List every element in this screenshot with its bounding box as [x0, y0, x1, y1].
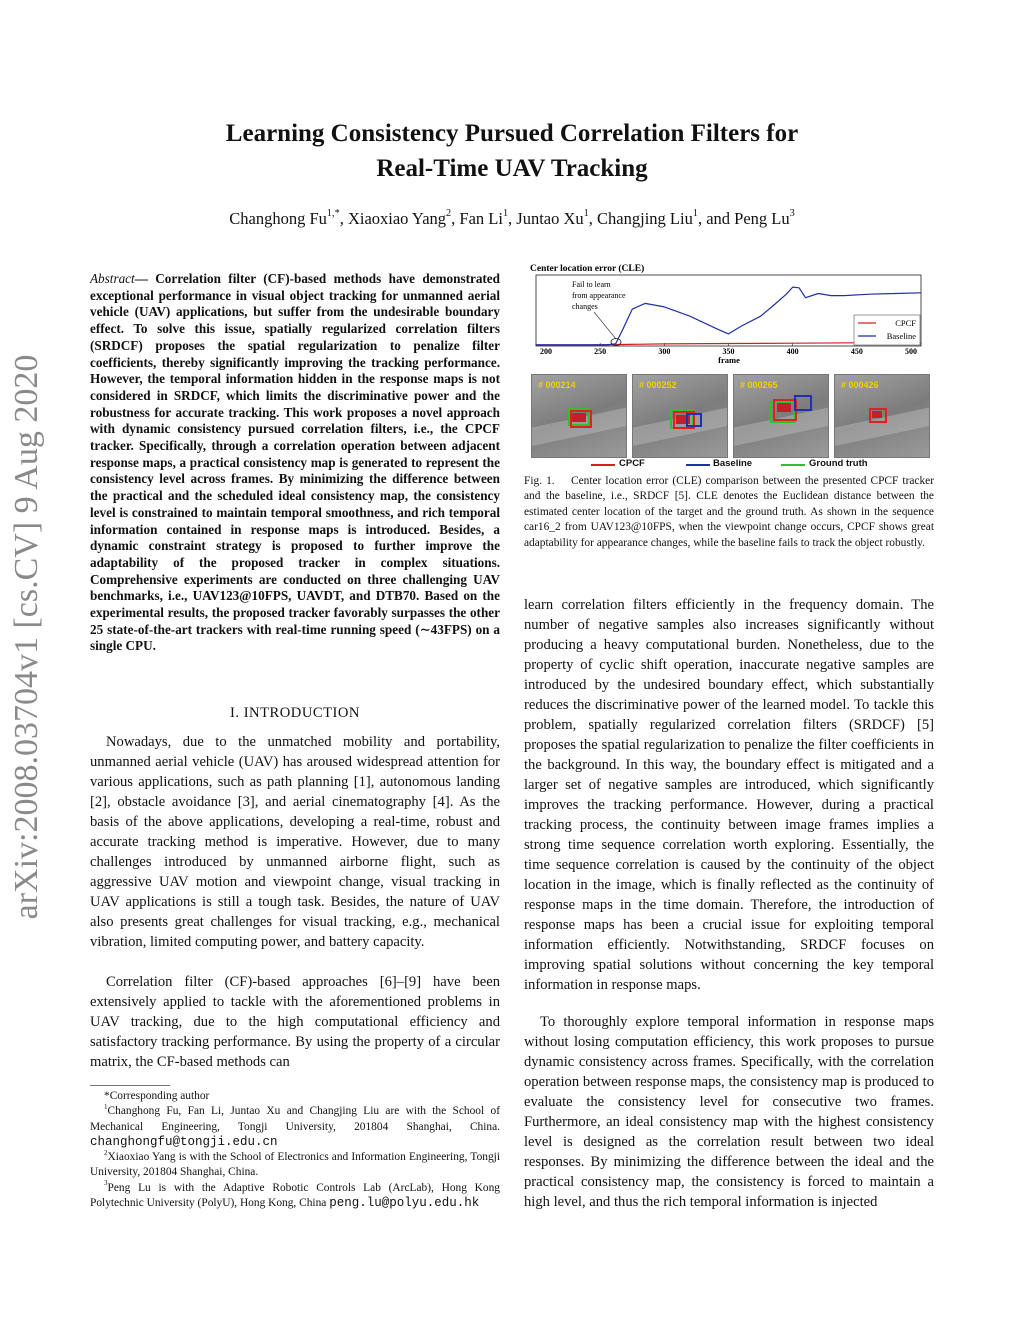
x-tick-label: 500 [905, 347, 917, 356]
frame-thumbnail [531, 374, 627, 458]
annotation-arrow [594, 312, 616, 339]
email-link[interactable]: peng.lu@polyu.edu.hk [329, 1196, 480, 1211]
cpcf-box [570, 410, 592, 428]
author: Juntao Xu$^1$, [516, 208, 598, 228]
author: Xiaoxiao Yang$^2$, [347, 208, 460, 228]
right-paragraph-2: To thoroughly explore temporal information in response maps without losing computation efficiency, this work proposes to pursue dynamic consistency across frames. Specifically, with the correlation operation between response maps, the consistency map is produced to evaluate the consistency level for consecutive two frames. Furthermore, an ideal consistency map with the highest consistency level is designed as the correlation result between two ideal responses. By minimizing the difference between the ideal and the practical consistency map, the consistency is forced to maintain a high level, and thus the rich temporal information is injected [524, 1014, 934, 1210]
x-tick-label: 250 [594, 347, 607, 356]
arxiv-stamp: arXiv:2008.03704v1 [cs.CV] 9 Aug 2020 [8, 354, 45, 920]
author: Fan Li$^1$, [459, 208, 517, 228]
frame-label: # 000265 [740, 380, 778, 390]
chart-annotation [572, 280, 626, 346]
legend-label-cpcf: CPCF [895, 318, 916, 328]
x-tick-label: 400 [786, 347, 799, 356]
footnote-rule [90, 1085, 170, 1086]
annotation-line: Fail to learn [572, 280, 611, 289]
legend-swatch-cpcf [591, 464, 615, 466]
intro-paragraph-1: Nowadays, due to the unmatched mobility and portability, unmanned aerial vehicle (UAV) has aroused widespread attention for various applications, such as path planning [1], autonomous landing [2], obstacle avoidance [3], and aerial cinematography [4]. As the basis of the above applications, developing a real-time, robust and accurate tracking method is imperative. However, due to many challenges introduced by unmanned airborne flight, such as aggressive UAV motion and viewpoint change, visual tracking in UAV applications is still a tough task. Besides, the nature of UAV also presents great challenges for visual tracking, e.g., mechanical vibration, limited computing power, and battery capacity. [90, 734, 500, 950]
annotation-line: changes [572, 302, 598, 311]
abstract-label: Abstract [90, 271, 135, 286]
x-axis-label: frame [718, 355, 740, 365]
legend-label-ground-truth: Ground truth [809, 458, 868, 469]
cpcf-box [869, 408, 887, 423]
author-list [100, 209, 924, 229]
chart-title: Center location error (CLE) [530, 264, 645, 274]
frame-thumbnail [834, 374, 930, 458]
author: Peng Lu$^3$ [734, 208, 795, 228]
footnote-3: $^3$Peng Lu is with the Adaptive Robotic Controls Lab (ArcLab), Hong Kong Polytechnic University (PolyU), Hong Kong, China peng.lu@polyu.edu.hk [90, 1179, 500, 1211]
frame-label: # 000252 [639, 380, 677, 390]
title-line-1: Learning Consistency Pursued Correlation Filters for [225, 120, 799, 147]
x-tick-label: 450 [850, 347, 863, 356]
x-tick-label: 350 [722, 347, 735, 356]
figure-frames [531, 374, 929, 470]
frames-legend [531, 458, 929, 470]
x-tick-label: 200 [540, 347, 552, 356]
frame-label: # 000426 [841, 380, 879, 390]
chart-legend [854, 315, 920, 345]
paper-title [100, 116, 924, 186]
email-link[interactable]: changhongfu@tongji.edu.cn [90, 1134, 278, 1149]
frame-thumbnail [632, 374, 728, 458]
footnote-1: $^1$Changhong Fu, Fan Li, Juntao Xu and Changjing Liu are with the School of Mechanical Engineering, Tongji University, 201804 Shanghai, China. changhongfu@tongji.edu.cn [90, 1102, 500, 1149]
abstract [90, 271, 500, 655]
legend-label-baseline: Baseline [713, 458, 753, 469]
annotation-line: from appearance [572, 291, 626, 300]
legend-swatch-baseline [686, 464, 710, 466]
cle-chart [524, 262, 934, 370]
legend-label-cpcf: CPCF [619, 458, 645, 469]
abstract-dash: — [134, 271, 156, 286]
intro-paragraph-2: Correlation filter (CF)-based approaches [6]–[9] have been extensively applied to tackle with the aforementioned problems in UAV tracking, due to the high computational efficiency and satisfactory tracking performance. By using the property of a circular matrix, the CF-based methods can [90, 974, 500, 1070]
figure-caption [524, 474, 934, 551]
cle-chart-svg [524, 262, 934, 370]
footnote-2: $^2$Xiaoxiao Yang is with the School of Electronics and Information Engineering, Tongji University, 201804 Shanghai, China. [90, 1148, 500, 1179]
title-line-2: Real-Time UAV Tracking [376, 155, 648, 182]
right-paragraph-1: learn correlation filters efficiently in the frequency domain. The number of negative samples also increases significantly without producing a heavy computational burden. Nonetheless, due to the property of cyclic shift operation, inaccurate negative samples are introduced by the undesired boundary effect, which substantially reduces the discriminative power of the learned model. To tackle this problem, spatially regularized correlation filters (SRDCF) [5] proposes the spatial regularization to penalize the filter coefficients in the background. In this way, the boundary effect is mitigated and a larger set of negative samples are introduced, which significantly improves the tracking performance. However, during a practical tracking process, the continuity between image frames implies a strong time sequence correlation worth exploring. Essentially, the time sequence correlation is caused by the continuity of the object location in the image, which is finally reflected as the continuity of response maps in the time domain. Therefore, the introduction of response maps has been a crucial issue for exploiting temporal information efficiently. Notwithstanding, SRDCF focuses on improving spatial solutions without concerning the key temporal information in response maps. [524, 597, 934, 993]
footnote-corresponding: *Corresponding author [104, 1090, 210, 1102]
baseline-box [686, 413, 702, 427]
legend-label-baseline: Baseline [886, 331, 916, 341]
legend-swatch-ground-truth [781, 464, 805, 466]
frame-thumbnail [733, 374, 829, 458]
caption-text: Center location error (CLE) comparison between the presented CPCF tracker and the baseline, i.e., SRDCF [5]. CLE denotes the Euclidean distance between the estimated center location of the target and the ground truth. As shown in the sequence car16_2 from UAV123@10FPS, when the viewpoint change occurs, CPCF shows great adaptability for appearance changes, while the baseline fails to track the object robustly. [524, 475, 935, 549]
abstract-text: Correlation filter (CF)-based methods have demonstrated exceptional performance in visual object tracking for unmanned aerial vehicle (UAV) applications, but suffer from the undesirable boundary effect. To solve this issue, spatially regularized correlation filters (SRDCF) proposes the spatial regularization to penalize filter coefficients, thereby significantly improving the tracking performance. However, the temporal information hidden in the response maps is not considered in SRDCF, which limits the discriminative power and the robustness for accurate tracking. This work proposes a novel approach with dynamic consistency pursued correlation filters, i.e., the CPCF tracker. Specifically, through a correlation operation between adjacent response maps, a practical consistency map is generated to represent the consistency level across frames. By minimizing the difference between the practical and the scheduled ideal consistency map, the consistency level is constrained to maintain temporal smoothness, and rich temporal information contained in response maps is introduced. Besides, a dynamic constraint strategy is proposed to further improve the adaptability of the proposed tracker in complex situations. Comprehensive experiments are conducted on three challenging UAV benchmarks, i.e., UAV123@10FPS, UAVDT, and DTB70. Based on the experimental results, the proposed tracker favorably surpasses the other 25 state-of-the-art trackers with real-time running speed (∼43FPS) on a single CPU. [90, 271, 500, 654]
author: Changhong $Fu^{1,*}$, [229, 208, 348, 228]
frame-label: # 000214 [538, 380, 576, 390]
caption-label: Fig. 1. [524, 475, 555, 487]
footnotes [90, 1089, 500, 1211]
author: Changjing Liu$^1$, and [597, 208, 735, 228]
section-heading-introduction: I. INTRODUCTION [230, 705, 360, 721]
x-tick-label: 300 [658, 347, 671, 356]
baseline-box [794, 395, 812, 411]
